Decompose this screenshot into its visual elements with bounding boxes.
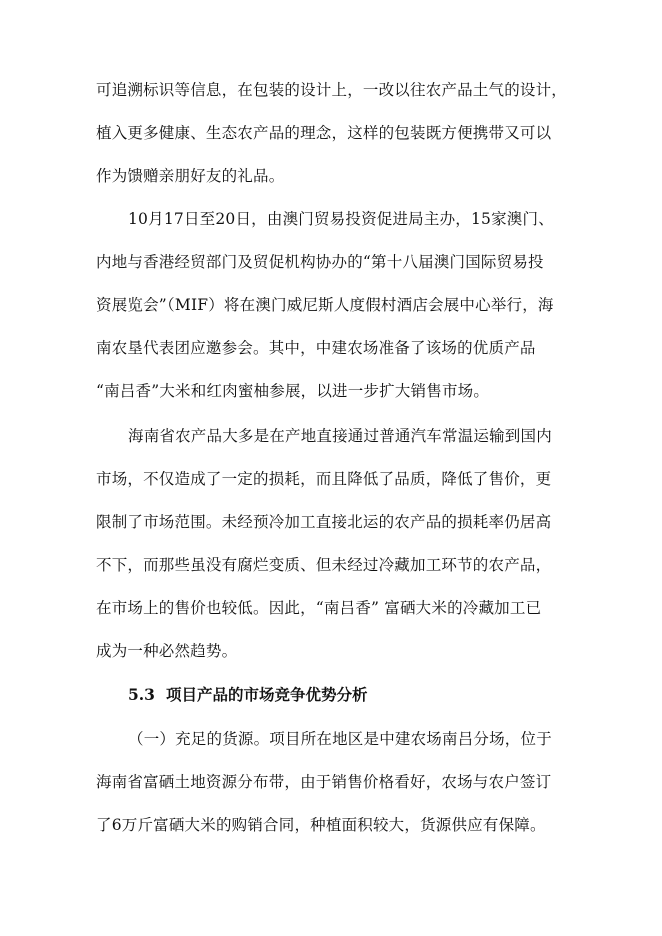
paragraph-line: 不下，而那些虽没有腐烂变质、但未经过冷藏加工环节的农产品， [96, 556, 552, 574]
paragraph-line: 成为一种必然趋势。 [96, 642, 238, 660]
paragraph-line: 10月17日至20日，由澳门贸易投资促进局主办，15家澳门、 [128, 210, 554, 228]
paragraph-line: “南吕香”大米和红肉蜜柚参展，以进一步扩大销售市场。 [96, 382, 490, 400]
section-heading [128, 684, 578, 706]
paragraph-line: 作为馈赠亲朋好友的礼品。 [96, 167, 285, 185]
paragraph-line: 海南省农产品大多是在产地直接通过普通汽车常温运输到国内 [128, 427, 552, 445]
paragraph-line: 限制了市场范围。未经预冷加工直接北运的农产品的损耗率仍居高 [96, 513, 552, 531]
paragraph-line: 在市场上的售价也较低。因此，“南吕香” 富硒大米的冷藏加工已 [96, 599, 542, 617]
paragraph-line: 了6万斤富硒大米的购销合同，种植面积较大，货源供应有保障。 [96, 816, 546, 834]
section-number: 5.3 [128, 685, 155, 704]
paragraph-line: 植入更多健康、生态农产品的理念，这样的包装既方便携带又可以 [96, 124, 552, 142]
paragraph-line: 海南省富硒土地资源分布带，由于销售价格看好，农场与农户签订 [96, 773, 552, 791]
paragraph-line: 南农垦代表团应邀参会。其中，中建农场准备了该场的优质产品 [96, 339, 536, 357]
paragraph-line: 市场，不仅造成了一定的损耗，而且降低了品质，降低了售价，更 [96, 470, 552, 488]
paragraph-line: 可追溯标识等信息，在包装的设计上，一改以往农产品土气的设计， [96, 81, 568, 99]
paragraph-line: 内地与香港经贸部门及贸促机构协办的“第十八届澳门国际贸易投 [96, 253, 544, 271]
paragraph-line: 资展览会”（MIF）将在澳门威尼斯人度假村酒店会展中心举行，海 [96, 296, 554, 314]
section-title: 项目产品的市场竞争优势分析 [166, 685, 368, 704]
paragraph-line: （一）充足的货源。项目所在地区是中建农场南吕分场，位于 [128, 730, 552, 748]
